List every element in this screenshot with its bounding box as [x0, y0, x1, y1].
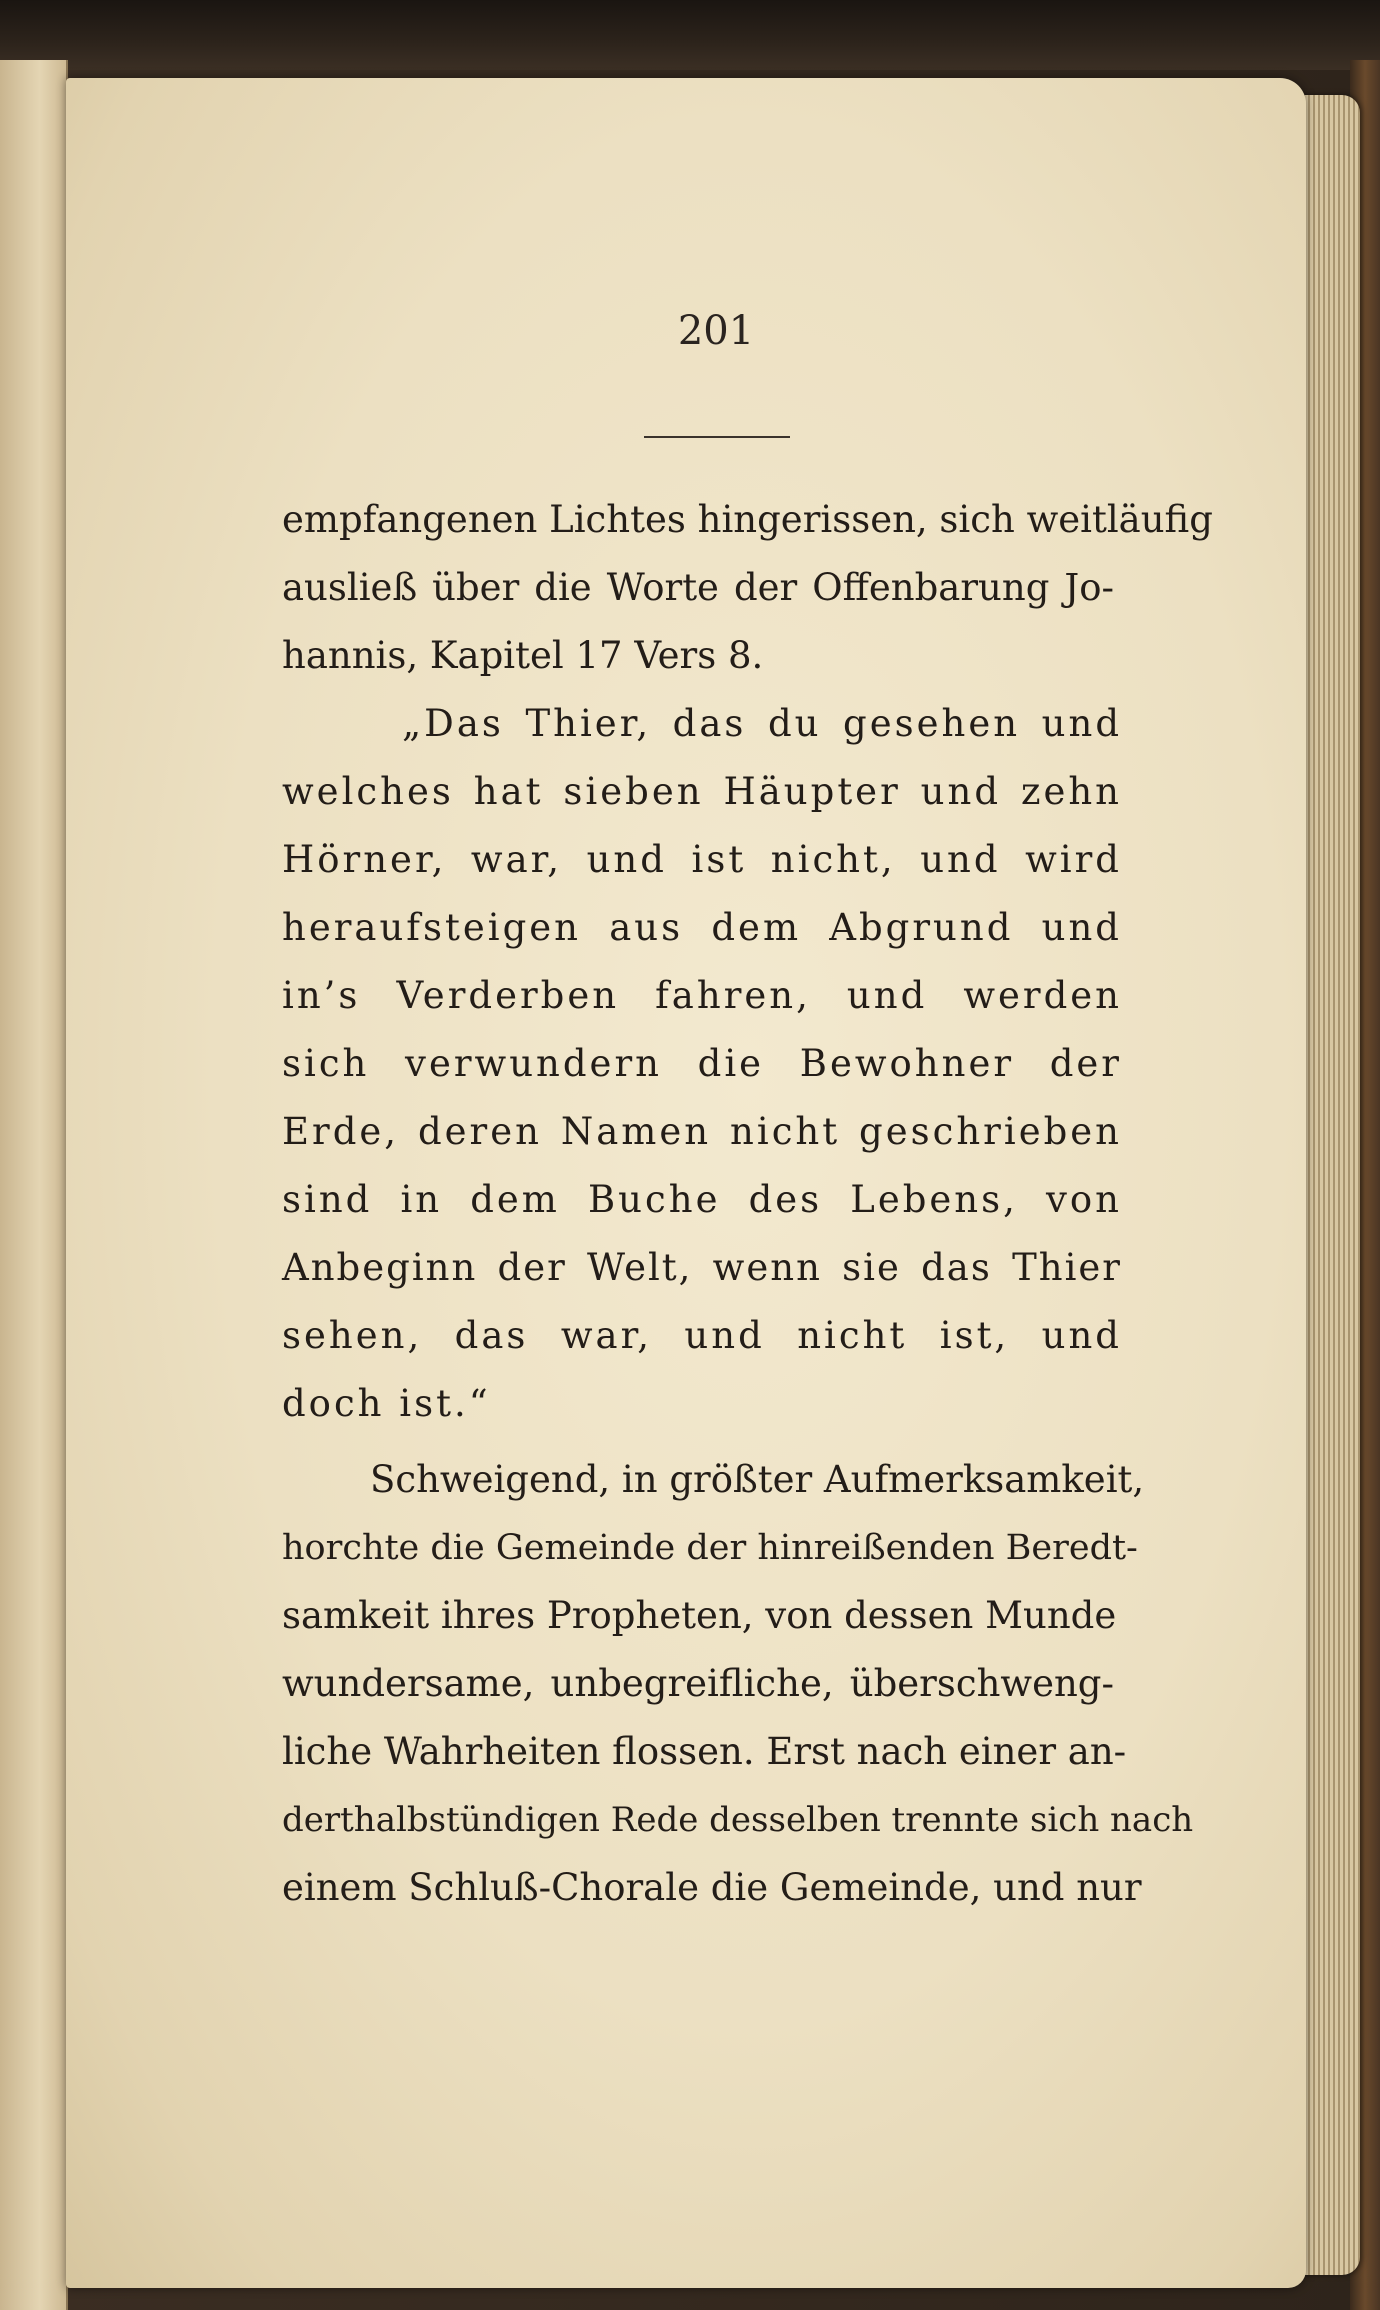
text-line: sehen, das war, und nicht ist, und — [282, 1314, 1122, 1357]
text-line: ausließ über die Worte der Offenbarung Jo- — [282, 566, 1114, 609]
text-line: derthalbstündigen Rede desselben trennte sich nach — [282, 1800, 1194, 1840]
facing-page-edge — [0, 60, 68, 2310]
text-line: sind in dem Buche des Lebens, von — [282, 1178, 1122, 1221]
text-line: horchte die Gemeinde der hinreißenden Beredt- — [282, 1528, 1138, 1568]
text-line: samkeit ihres Propheten, von dessen Munde — [282, 1594, 1117, 1637]
text-line: liche Wahrheiten flossen. Erst nach einer an- — [282, 1730, 1127, 1773]
text-line: Erde, deren Namen nicht geschrieben — [282, 1110, 1122, 1153]
page-number-rule — [644, 436, 790, 438]
text-line: heraufsteigen aus dem Abgrund und — [282, 906, 1122, 949]
text-line: hannis, Kapitel 17 Vers 8. — [282, 634, 764, 677]
text-line: doch ist.“ — [282, 1382, 491, 1425]
text-line: Anbeginn der Welt, wenn sie das Thier — [282, 1246, 1122, 1289]
text-line: „Das Thier, das du gesehen und — [402, 702, 1122, 745]
text-line: welches hat sieben Häupter und zehn — [282, 770, 1122, 813]
binding-edge — [0, 0, 1380, 70]
text-line: Hörner, war, und ist nicht, und wird — [282, 838, 1122, 881]
text-line: Schweigend, in größter Aufmerksamkeit, — [370, 1458, 1145, 1501]
text-line: sich verwundern die Bewohner der — [282, 1042, 1122, 1085]
text-line: wundersame, unbegreifliche, überschweng- — [282, 1662, 1114, 1705]
text-line: einem Schluß-Chorale die Gemeinde, und nur — [282, 1866, 1142, 1909]
page-number: 201 — [677, 308, 755, 354]
book-page — [66, 78, 1306, 2288]
text-line: empfangenen Lichtes hingerissen, sich weitläufig — [282, 498, 1213, 541]
text-line: in’s Verderben fahren, und werden — [282, 974, 1122, 1017]
